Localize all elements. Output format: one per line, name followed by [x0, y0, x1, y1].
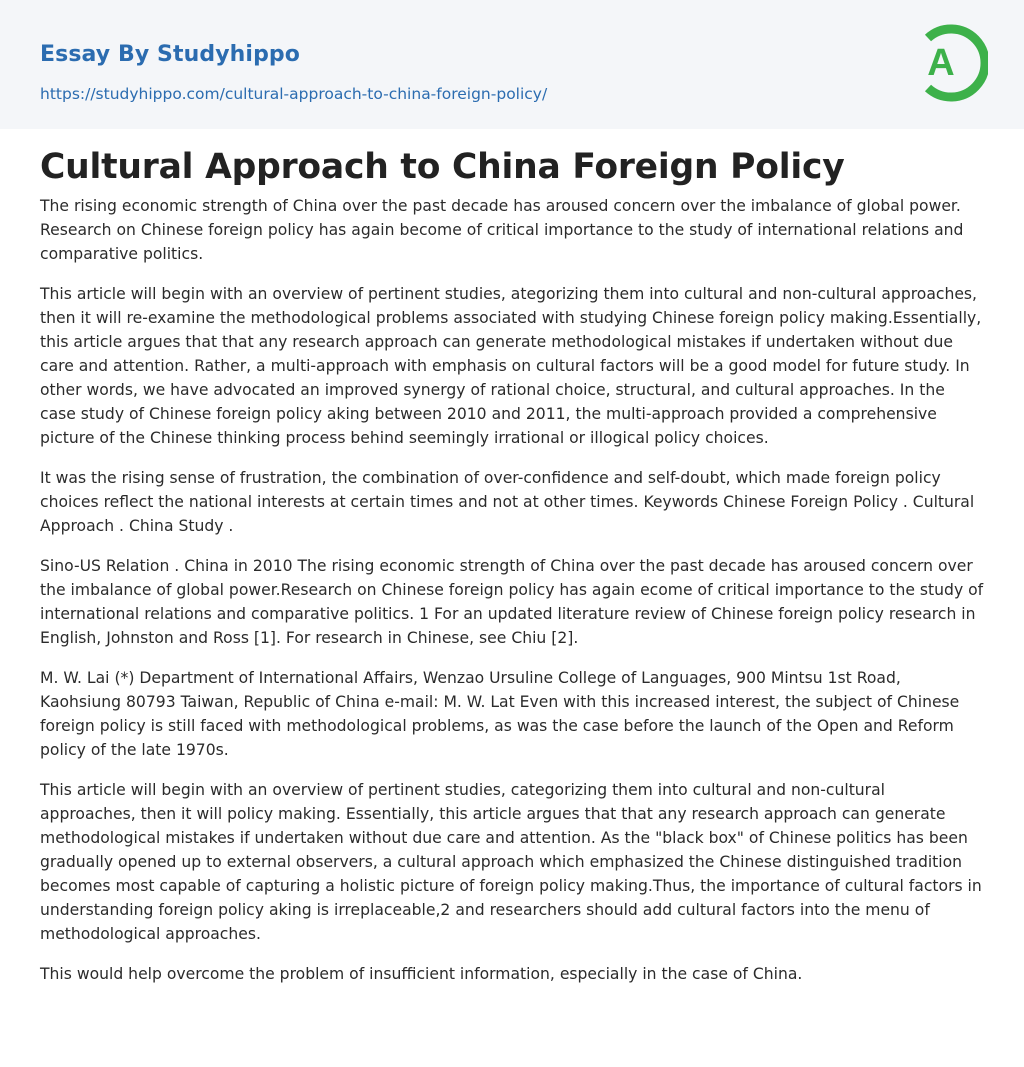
article-paragraph: Sino-US Relation . China in 2010 The rising economic strength of China over the past decade has aroused concern over the imbalance of global power.Research on Chinese foreign policy has again ecome of critical importance to the study of international relations and comparative politics. 1 For an updated literature review of Chinese foreign policy research in English, Johnston and Ross [1]. For research in Chinese, see Chiu [2]. [40, 557, 984, 647]
brand-title[interactable]: Essay By Studyhippo [40, 42, 300, 67]
article-body [40, 194, 984, 1002]
article-paragraph: M. W. Lai (*) Department of International Affairs, Wenzao Ursuline College of Languages, 900 Mintsu 1st Road, Kaohsiung 80793 Taiwan, Republic of China e-mail: M. W. Lat Even with this increased interest, the subject of Chinese foreign policy is still faced with methodological problems, as was the case before the launch of the Open and Reform policy of the late 1970s. [40, 669, 960, 759]
article-paragraph: The rising economic strength of China over the past decade has aroused concern over the imbalance of global power. Research on Chinese foreign policy has again become of critical importance to the study of international relations and comparative politics. [40, 197, 964, 263]
article-paragraph: This article will begin with an overview of pertinent studies, ategorizing them into cultural and non-cultural approaches, then it will re-examine the methodological problems associated with studying Chinese foreign policy making.Essentially, this article argues that that any research approach can generate methodological mistakes if undertaken without due care and attention. Rather, a multi-approach with emphasis on cultural factors will be a good model for future study. In other words, we have advocated an improved synergy of rational choice, structural, and cultural approaches. In the case study of Chinese foreign policy aking between 2010 and 2011, the multi-approach provided a comprehensive picture of the Chinese thinking process behind seemingly irrational or illogical policy choices. [40, 285, 982, 447]
article-paragraph: It was the rising sense of frustration, the combination of over-confidence and self-doubt, which made foreign policy choices reflect the national interests at certain times and not at other times. Keywords Chinese Foreign Policy . Cultural Approach . China Study . [40, 469, 975, 535]
article-title: Cultural Approach to China Foreign Policy [40, 147, 845, 187]
studyhippo-logo-icon[interactable] [910, 18, 988, 106]
article-paragraph: This article will begin with an overview of pertinent studies, categorizing them into cultural and non-cultural approaches, then it will policy making. Essentially, this article argues that that any research approach can generate methodological mistakes if undertaken without due care and attention. As the "black box" of Chinese politics has been gradually opened up to external observers, a cultural approach which emphasized the Chinese distinguished tradition becomes most capable of capturing a holistic picture of foreign policy making.Thus, the importance of cultural factors in understanding foreign policy aking is irreplaceable,2 and researchers should add cultural factors into the menu of methodological approaches. [40, 781, 982, 943]
logo-letter: A [927, 42, 955, 84]
source-url-link[interactable]: https://studyhippo.com/cultural-approach-to-china-foreign-policy/ [40, 85, 548, 103]
article-paragraph: This would help overcome the problem of insufficient information, especially in the case of China. [40, 965, 803, 983]
